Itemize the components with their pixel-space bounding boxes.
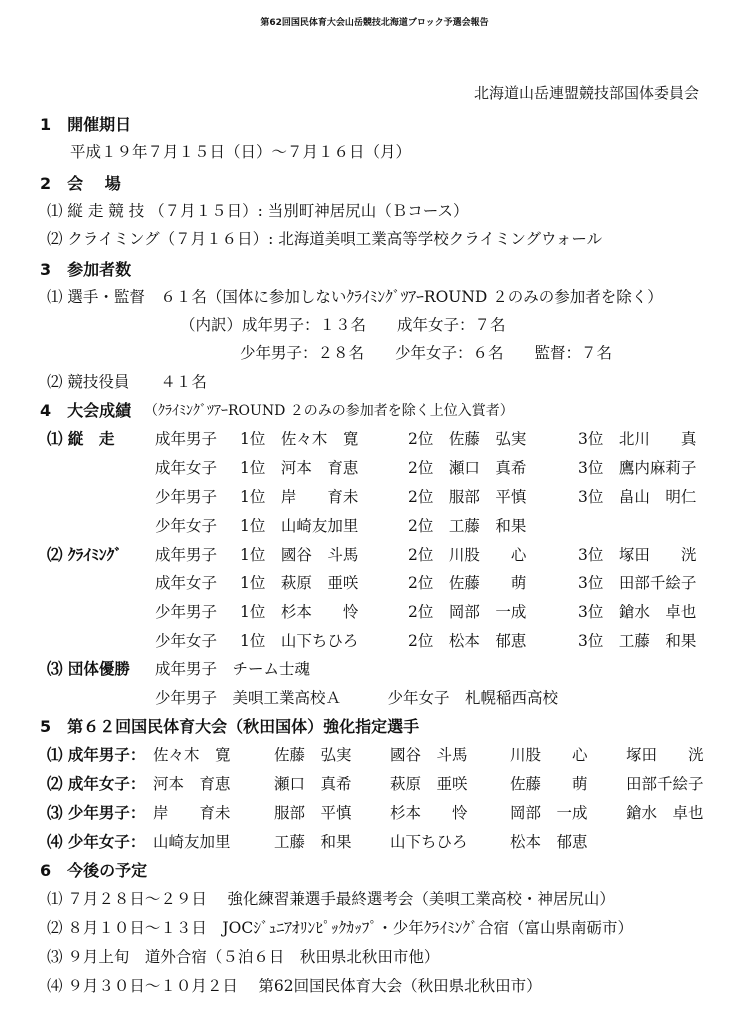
result-first: 1位 山下ちひろ	[240, 632, 359, 650]
designated-name: 國谷 斗馬	[390, 746, 468, 764]
section-5-heading: 5 第６２回国民体育大会（秋田国体）強化指定選手	[40, 717, 420, 736]
section-2-venue-1: ⑴ 縦 走 競 技 （７月１５日）: 当別町神居尻山（Ｂコース）	[47, 202, 469, 220]
result-category: 成年女子	[155, 459, 218, 477]
result-category: 成年女子	[155, 574, 218, 592]
result-category: 成年男子	[155, 546, 218, 564]
page-title: 第62回国民体育大会山岳競技北海道ブロック予選会報告	[260, 18, 489, 28]
schedule-item: ⑷ ９月３０日～１０月２日 第62回国民体育大会（秋田県北秋田市）	[47, 977, 542, 995]
designated-name: 佐藤 萌	[510, 775, 588, 793]
section-3-heading: 3 参加者数	[40, 260, 132, 279]
result-category: 少年女子	[155, 632, 218, 650]
result-third: 3位 畠山 明仁	[578, 488, 697, 506]
section-3-line-2: （内訳）成年男子：１３名 成年女子：７名	[180, 316, 506, 334]
section-2-heading: 2 会 場	[40, 174, 121, 193]
section-1-heading: 1 開催期日	[40, 115, 132, 134]
designated-name: 服部 平慎	[274, 804, 352, 822]
result-second: 2位 工藤 和果	[408, 517, 527, 535]
result-first: 1位 岸 育未	[240, 488, 359, 506]
section-3-line-1: ⑴ 選手・監督 ６１名（国体に参加しないｸﾗｲﾐﾝｸﾞﾂｱｰROUND ２のみの参加者を除く）	[47, 288, 663, 306]
designated-label: ⑷ 少年女子：	[47, 833, 146, 851]
schedule-item: ⑵ ８月１０日～１３日 JOCｼﾞｭﾆｱｵﾘﾝﾋﾟｯｸｶｯﾌﾟ・少年ｸﾗｲﾐﾝｸﾞ合宿（富山県南砺市）	[47, 919, 633, 937]
designated-label: ⑶ 少年男子：	[47, 804, 146, 822]
result-first: 1位 杉本 怜	[240, 603, 359, 621]
designated-name: 松本 郁恵	[510, 833, 588, 851]
designated-name: 山崎友加里	[153, 833, 231, 851]
designated-name: 佐々木 寛	[153, 746, 231, 764]
designated-name: 瀬口 真希	[274, 775, 352, 793]
section-1-date: 平成１９年７月１５日（日）～７月１６日（月）	[70, 143, 412, 161]
designated-name: 工藤 和果	[274, 833, 352, 851]
designated-name: 河本 育恵	[153, 775, 231, 793]
result-first: 1位 萩原 亜咲	[240, 574, 359, 592]
team-line-1: 成年男子 チーム士魂	[155, 660, 311, 678]
designated-name: 山下ちひろ	[390, 833, 468, 851]
result-second: 2位 佐藤 弘実	[408, 430, 527, 448]
result-third: 3位 田部千絵子	[578, 574, 697, 592]
result-first: 1位 河本 育恵	[240, 459, 359, 477]
designated-name: 杉本 怜	[390, 804, 468, 822]
result-second: 2位 川股 心	[408, 546, 527, 564]
climbing-label: ⑵ ｸﾗｲﾐﾝｸﾞ	[47, 546, 123, 564]
result-second: 2位 瀬口 真希	[408, 459, 527, 477]
result-first: 1位 國谷 斗馬	[240, 546, 359, 564]
juso-label: ⑴ 縦 走	[47, 430, 115, 448]
result-second: 2位 服部 平慎	[408, 488, 527, 506]
result-third: 3位 北川 真	[578, 430, 697, 448]
result-third: 3位 工藤 和果	[578, 632, 697, 650]
designated-name: 川股 心	[510, 746, 588, 764]
designated-name: 萩原 亜咲	[390, 775, 468, 793]
result-third: 3位 塚田 洸	[578, 546, 697, 564]
designated-label: ⑵ 成年女子：	[47, 775, 146, 793]
designated-name: 佐藤 弘実	[274, 746, 352, 764]
result-second: 2位 松本 郁恵	[408, 632, 527, 650]
designated-name: 塚田 洸	[626, 746, 704, 764]
section-6-heading: 6 今後の予定	[40, 861, 148, 880]
designated-name: 岸 育未	[153, 804, 231, 822]
result-first: 1位 佐々木 寛	[240, 430, 359, 448]
team-line-2: 少年男子 美唄工業高校Ａ 少年女子 札幌稲西高校	[155, 689, 559, 707]
schedule-item: ⑶ ９月上旬 道外合宿（５泊６日 秋田県北秋田市他）	[47, 948, 440, 966]
section-3-line-4: ⑵ 競技役員 ４１名	[47, 373, 207, 391]
designated-name: 鎗水 卓也	[626, 804, 704, 822]
section-2-venue-2: ⑵ クライミング（７月１６日）: 北海道美唄工業高等学校クライミングウォール	[47, 230, 603, 248]
team-label: ⑶ 団体優勝	[47, 660, 130, 678]
section-4-heading-note: （ｸﾗｲﾐﾝｸﾞﾂｱｰROUND ２のみの参加者を除く上位入賞者）	[144, 403, 514, 419]
designated-name: 田部千絵子	[626, 775, 704, 793]
section-4-heading: 4 大会成績	[40, 401, 132, 420]
schedule-item: ⑴ ７月２８日～２９日 強化練習兼選手最終選考会（美唄工業高校・神居尻山）	[47, 890, 615, 908]
result-category: 成年男子	[155, 430, 218, 448]
result-category: 少年男子	[155, 603, 218, 621]
designated-name: 岡部 一成	[510, 804, 588, 822]
organization-name: 北海道山岳連盟競技部国体委員会	[473, 84, 699, 102]
section-3-line-3: 少年男子：２８名 少年女子：６名 監督：７名	[240, 344, 613, 362]
result-second: 2位 佐藤 萌	[408, 574, 527, 592]
designated-label: ⑴ 成年男子：	[47, 746, 146, 764]
result-second: 2位 岡部 一成	[408, 603, 527, 621]
result-category: 少年女子	[155, 517, 218, 535]
result-first: 1位 山崎友加里	[240, 517, 359, 535]
result-category: 少年男子	[155, 488, 218, 506]
result-third: 3位 鎗水 卓也	[578, 603, 697, 621]
result-third: 3位 鷹内麻莉子	[578, 459, 697, 477]
